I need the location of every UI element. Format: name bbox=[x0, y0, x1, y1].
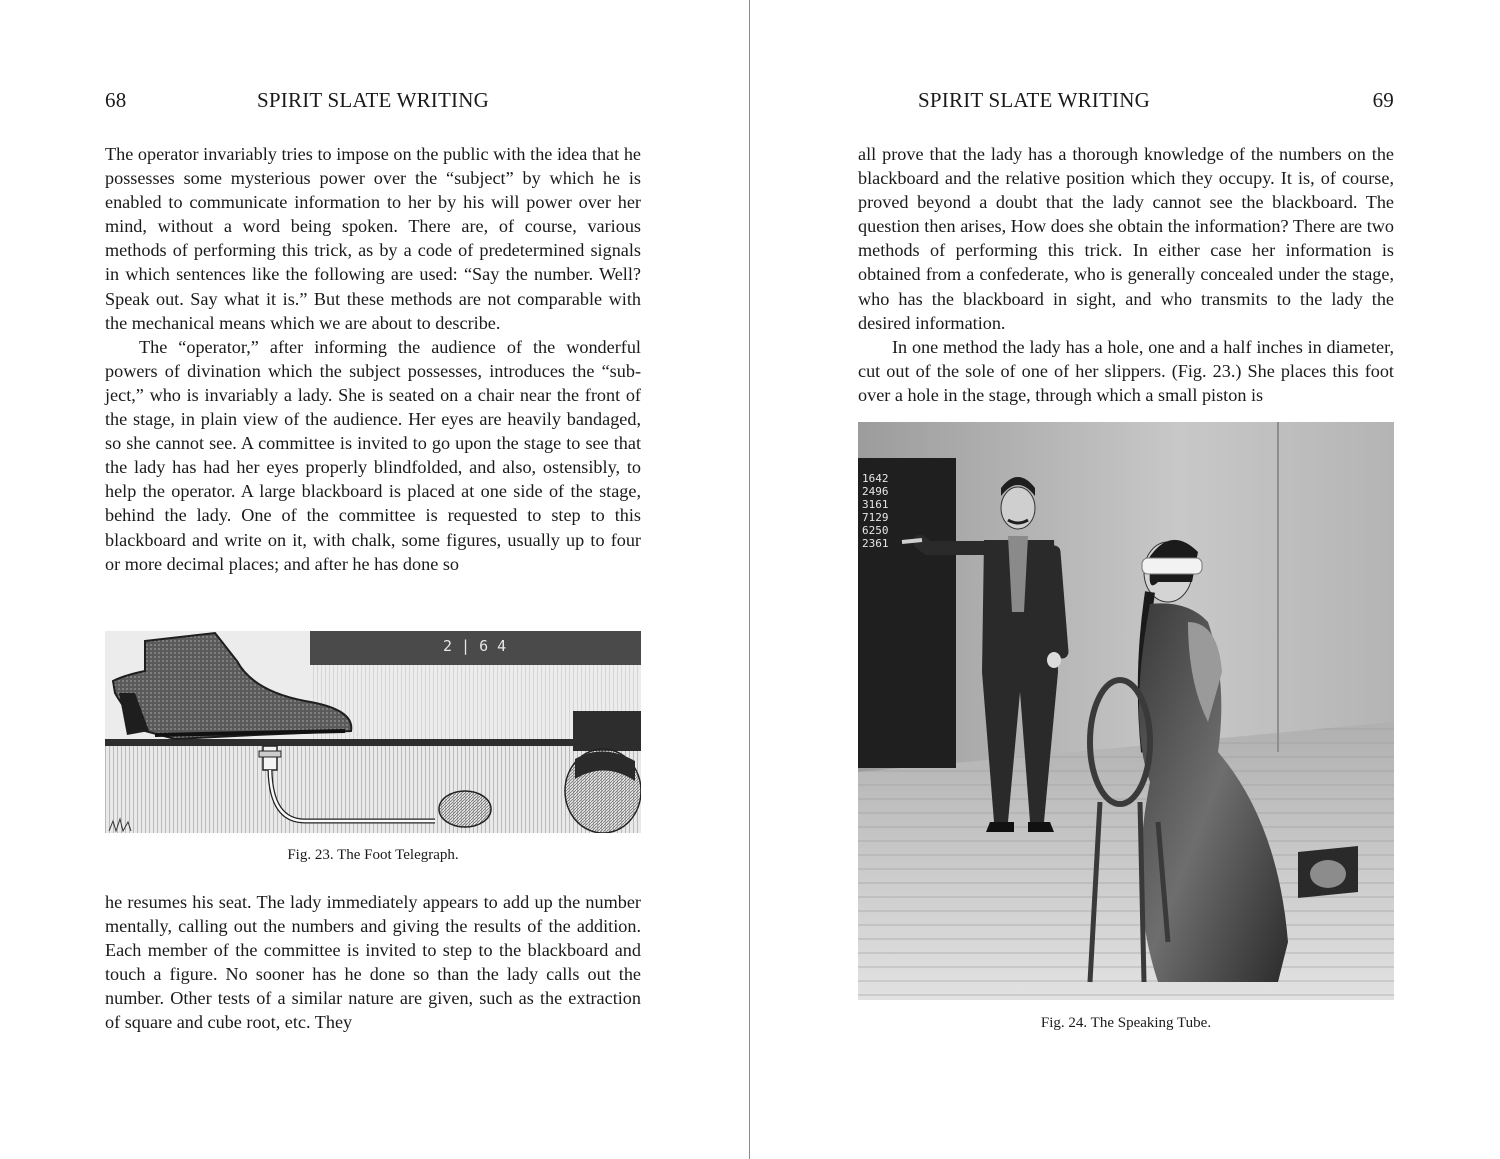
paragraph: The “operator,” after informing the audience of the wonderful powers of divination which the subject possesses, introduces the “subject,” who is invariably a lady. She is seated on a chair near the front of the stage, in plain view of the audience. Her eyes are heavily bandaged, so she cannot see. A committee is invited to go upon the stage to see that the lady has had her eyes properly blindfolded, and also, ostensibly, to help the operator. A large blackboard is placed at one side of the stage, behind the lady. One of the committee is requested to step to this blackboard and write on it, with chalk, some figures, usually up to four or more decimal places; and after he has done so bbox=[105, 336, 641, 574]
left-text-bottom bbox=[105, 890, 641, 1035]
blackboard-numbers bbox=[862, 472, 889, 550]
board-number: 1642 bbox=[862, 472, 889, 485]
right-text-top bbox=[858, 142, 1394, 407]
figure-caption: Fig. 23. The Foot Telegraph. bbox=[287, 847, 459, 863]
page-gutter bbox=[749, 0, 750, 1159]
running-title: SPIRIT SLATE WRITING bbox=[257, 88, 489, 112]
figure-23 bbox=[105, 631, 641, 871]
right-running-head bbox=[858, 88, 1394, 114]
board-digits: 2 | 6 4 bbox=[443, 637, 507, 655]
board-number: 3161 bbox=[862, 498, 889, 511]
right-page bbox=[858, 0, 1394, 1159]
figure-24 bbox=[858, 422, 1394, 1037]
speaking-tube-illustration bbox=[858, 422, 1394, 1000]
board-number: 2496 bbox=[862, 485, 889, 498]
figure-caption: Fig. 24. The Speaking Tube. bbox=[1040, 1015, 1212, 1031]
page-number: 69 bbox=[1372, 88, 1394, 112]
paragraph: The operator invariably tries to impose on the public with the idea that he possesses some mysterious power over the “subject” by which he is enabled to communicate information to her by his will power over her mind, without a word being spoken. There are, of course, various methods of performing this trick, as by a code of predetermined signals in which sentences like the following are used: “Say the number. Well? Speak out. Say what it is.” But these methods are not comparable with the mechanical means which we are about to describe. bbox=[105, 144, 641, 333]
paragraph: he resumes his seat. The lady immediately appears to add up the number mentally, calling out the numbers and giving the results of the addition. Each member of the committee is invited to step to the blackboard and touch a figure. No sooner has he done so than the lady calls out the number. Other tests of a similar nature are given, such as the extraction of square and cube root, etc. They bbox=[105, 892, 641, 1033]
board-number: 2361 bbox=[862, 537, 889, 550]
left-text-top bbox=[105, 142, 641, 576]
paragraph: all prove that the lady has a thorough knowledge of the numbers on the blackboard and the relative position which they occupy. It is, of course, proved beyond a doubt that the lady cannot see the blackboard. The question then arises, How does she obtain the information? There are two methods of performing this trick. In either case her information is obtained from a confederate, who is generally concealed under the stage, who has the blackboard in sight, and who transmits to the lady the desired information. bbox=[858, 144, 1394, 333]
foot-telegraph-illustration bbox=[105, 631, 641, 833]
board-number: 7129 bbox=[862, 511, 889, 524]
paragraph: In one method the lady has a hole, one and a half inches in diameter, cut out of the sole of one of her slippers. (Fig. 23.) She places this foot over a hole in the stage, through which a small piston is bbox=[858, 336, 1394, 405]
left-page bbox=[105, 0, 641, 1159]
board-number: 6250 bbox=[862, 524, 889, 537]
running-title: SPIRIT SLATE WRITING bbox=[918, 88, 1150, 112]
page-number: 68 bbox=[105, 88, 127, 112]
left-running-head bbox=[105, 88, 641, 114]
